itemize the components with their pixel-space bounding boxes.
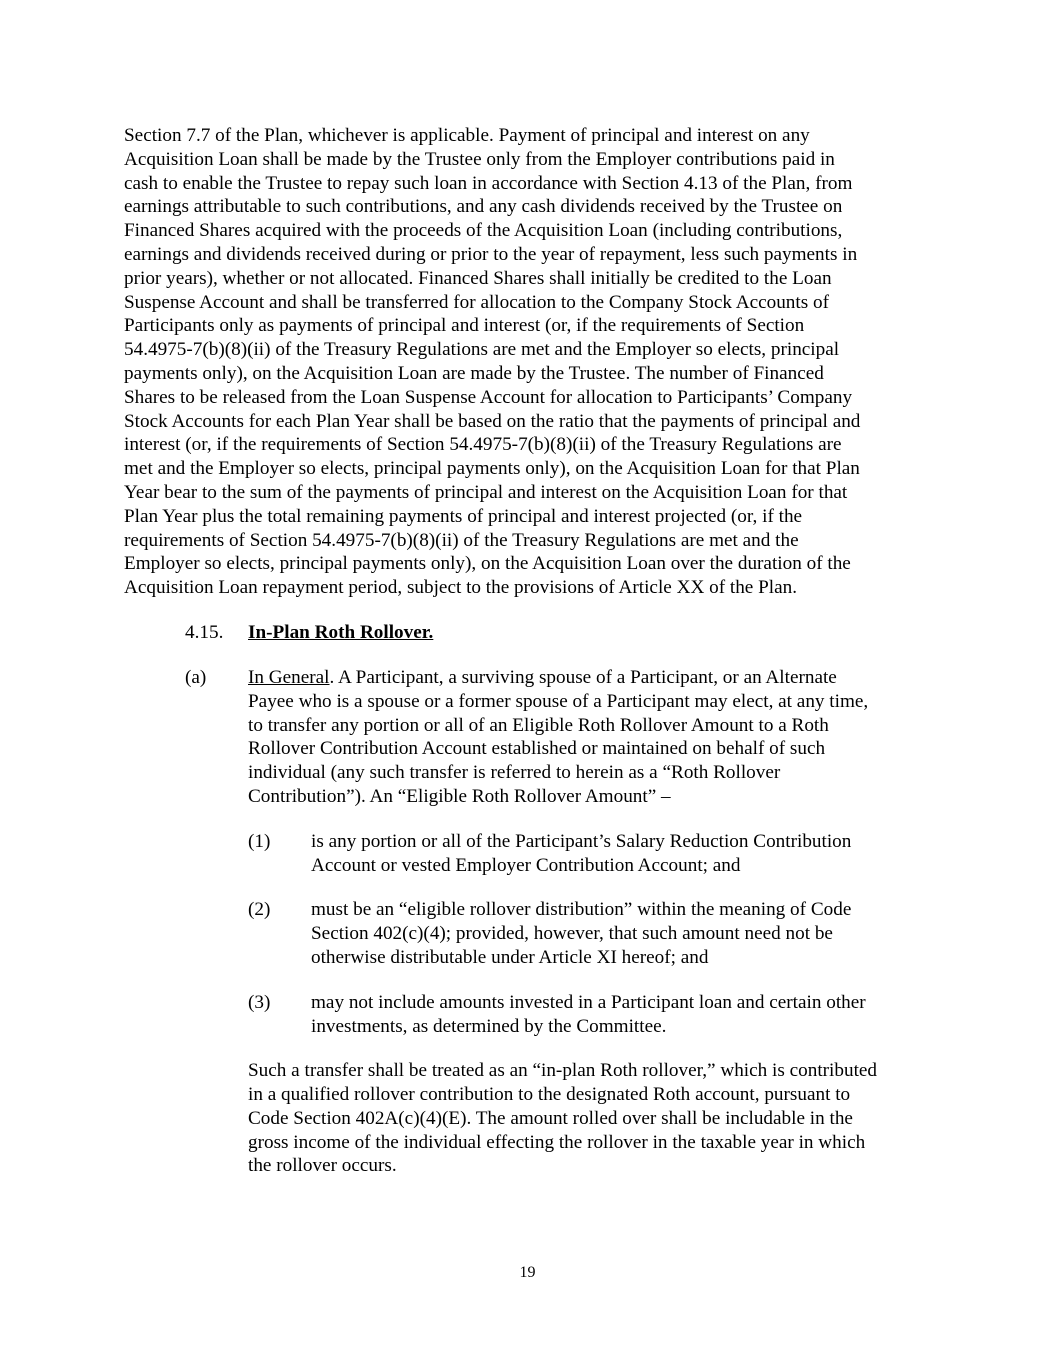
list-item-a [124, 666, 930, 809]
text-line: Plan Year plus the total remaining payments of principal and interest projected (or, if the [124, 505, 803, 527]
text-line: Participants only as payments of principal and interest (or, if the requirements of Section [124, 315, 805, 337]
text-line: Acquisition Loan shall be made by the Trustee only from the Employer contributions paid in [124, 148, 835, 170]
text-line: gross income of the individual effecting the rollover in the taxable year in which [248, 1131, 866, 1153]
text-line: Shares to be released from the Loan Suspense Account for allocation to Participants’ Company [124, 386, 853, 408]
item-marker: (1) [248, 830, 271, 852]
closing-paragraph [248, 1059, 930, 1178]
text-line [248, 666, 930, 690]
text-line: Stock Accounts for each Plan Year shall be based on the ratio that the payments of principal and [124, 410, 861, 432]
text-line: met and the Employer so elects, principal payments only), on the Acquisition Loan for that Plan [124, 458, 860, 480]
text-line: 54.4975-7(b)(8)(ii) of the Treasury Regulations are met and the Employer so elects, principal [124, 339, 840, 361]
text-line: Acquisition Loan repayment period, subject to the provisions of Article XX of the Plan. [124, 577, 798, 599]
item-heading: In General [248, 666, 330, 688]
section-heading [124, 621, 930, 645]
text-line: individual (any such transfer is referred to herein as a “Roth Rollover [248, 762, 781, 784]
text-line: cash to enable the Trustee to repay such loan in accordance with Section 4.13 of the Plan, from [124, 172, 853, 194]
document-page [124, 124, 930, 1178]
list-item-3 [124, 991, 930, 1039]
text-line: the rollover occurs. [248, 1155, 397, 1177]
text-line: Financed Shares acquired with the proceeds of the Acquisition Loan (including contributions, [124, 220, 843, 242]
text-line: investments, as determined by the Committee. [311, 1015, 667, 1037]
text-line: Section 7.7 of the Plan, whichever is applicable. Payment of principal and interest on any [124, 125, 810, 146]
text-line: is any portion or all of the Participant’s Salary Reduction Contribution [311, 830, 852, 852]
text-line: Payee who is a spouse or a former spouse of a Participant may elect, at any time, [248, 690, 869, 712]
text-line: Account or vested Employer Contribution Account; and [311, 854, 741, 876]
item-marker: (3) [248, 991, 271, 1013]
list-item-1 [124, 830, 930, 878]
text-line: Such a transfer shall be treated as an “in-plan Roth rollover,” which is contributed [248, 1060, 878, 1082]
page-number: 19 [519, 1264, 536, 1281]
text-line: Code Section 402A(c)(4)(E). The amount rolled over shall be includable in the [248, 1107, 853, 1129]
text-fragment: . A Participant, a surviving spouse of a Participant, or an Alternate [329, 666, 837, 688]
text-line: Year bear to the sum of the payments of principal and interest on the Acquisition Loan for that [124, 481, 848, 503]
item-marker: (a) [185, 666, 207, 688]
text-line: Employer so elects, principal payments only), on the Acquisition Loan over the duration of the [124, 553, 851, 575]
text-line: Contribution”). An “Eligible Roth Rollover Amount” – [248, 785, 671, 807]
text-line: prior years), whether or not allocated. Financed Shares shall initially be credited to the Loan [124, 267, 832, 289]
text-line: Section 402(c)(4); provided, however, that such amount need not be [311, 923, 833, 945]
text-line: interest (or, if the requirements of Section 54.4975-7(b)(8)(ii) of the Treasury Regulations are [124, 434, 842, 456]
text-line: must be an “eligible rollover distribution” within the meaning of Code [311, 899, 852, 921]
list-item-2 [124, 898, 930, 969]
text-line: in a qualified rollover contribution to the designated Roth account, pursuant to [248, 1084, 851, 1106]
text-line: earnings and dividends received during or prior to the year of repayment, less such payments in [124, 243, 858, 265]
text-line: otherwise distributable under Article XI hereof; and [311, 946, 709, 968]
section-number: 4.15. [185, 621, 224, 643]
text-line: Rollover Contribution Account established or maintained on behalf of such [248, 738, 826, 760]
intro-paragraph [124, 124, 930, 600]
text-line: to transfer any portion or all of an Eligible Roth Rollover Amount to a Roth [248, 714, 829, 736]
text-line: may not include amounts invested in a Participant loan and certain other [311, 991, 866, 1013]
section-title: In-Plan Roth Rollover. [248, 621, 434, 643]
item-marker: (2) [248, 899, 271, 921]
text-line: earnings attributable to such contributions, and any cash dividends received by the Trustee on [124, 196, 843, 218]
text-line: Suspense Account and shall be transferred for allocation to the Company Stock Accounts of [124, 291, 829, 313]
text-line: requirements of Section 54.4975-7(b)(8)(ii) of the Treasury Regulations are met and the [124, 529, 799, 551]
text-line: payments only), on the Acquisition Loan are made by the Trustee. The number of Financed [124, 362, 824, 384]
